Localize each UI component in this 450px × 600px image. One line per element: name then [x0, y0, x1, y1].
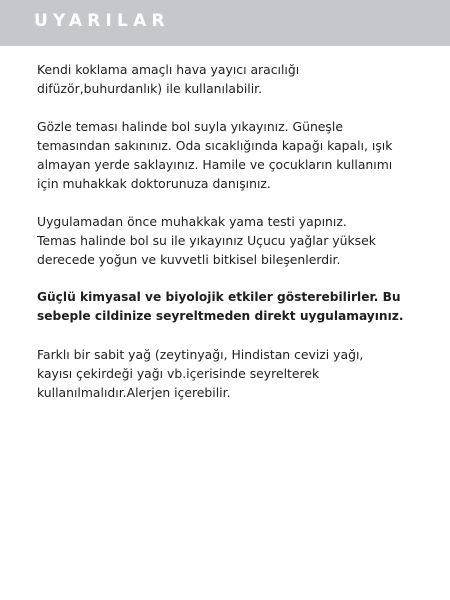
text-line: kullanılmalıdır.Alerjen içerebilir.: [37, 385, 231, 400]
text-line: Kendi koklama amaçlı hava yayıcı aracılığı: [37, 62, 300, 77]
paragraph-diffuser-usage: [37, 60, 422, 98]
paragraph-patch-test: [37, 212, 422, 269]
text-line: kayısı çekirdeği yağı vb.içerisinde seyrelterek: [37, 366, 320, 381]
warnings-content: [37, 60, 422, 421]
paragraph-strong-warning: [37, 288, 422, 326]
text-line: Güçlü kimyasal ve biyolojik etkiler gösterebilirler. Bu: [37, 290, 401, 304]
text-line: için muhakkak doktorunuza danışınız.: [37, 176, 271, 191]
text-line: temasından sakınınız. Oda sıcaklığında kapağı kapalı, ışık: [37, 138, 393, 153]
page-title: UYARILAR: [34, 11, 170, 31]
text-line: Temas halinde bol su ile yıkayınız Uçucu yağlar yüksek: [37, 233, 376, 248]
text-line: difüzör,buhurdanlık) ile kullanılabilir.: [37, 81, 263, 96]
paragraph-dilution: [37, 345, 422, 402]
text-line: Farklı bir sabit yağ (zeytinyağı, Hindistan cevizi yağı,: [37, 347, 364, 362]
text-line: derecede yoğun ve kuvvetli bitkisel bileşenlerdir.: [37, 252, 341, 267]
text-line: almayan yerde saklayınız. Hamile ve çocukların kullanımı: [37, 157, 393, 172]
text-line: sebeple cildinize seyreltmeden direkt uygulamayınız.: [37, 309, 404, 323]
header-bar: [0, 0, 450, 46]
text-line: Uygulamadan önce muhakkak yama testi yapınız.: [37, 214, 347, 229]
text-line: Gözle teması halinde bol suyla yıkayınız. Güneşle: [37, 119, 343, 134]
paragraph-eye-contact: [37, 117, 422, 193]
